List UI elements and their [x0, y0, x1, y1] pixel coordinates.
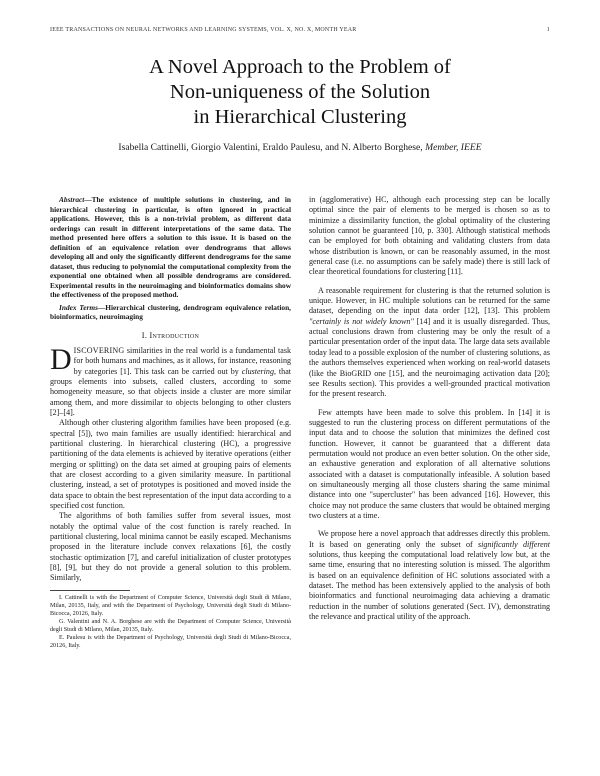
section-title-text: Introduction	[149, 330, 200, 340]
right-paragraph-3: Few attempts have been made to solve this problem. In [14] it is suggested to run the clustering process on different permutations of the input data and to choose the solution that minimizes the defined cost function. However, it cannot be guaranteed that a different data permutation would not produce an even better solution. On the other side, an exhaustive generation and exploration of all alternative solutions associated with a dataset is computationally infeasible. A solution based on simultaneously merging all those clusters sharing the same minimal distance into one "supercluster" has been advanced [16]. However, this choice may not produce the same clusters that would be obtained merging two clusters at a time.	[309, 407, 550, 520]
author-list	[50, 142, 550, 153]
intro-paragraph-3: The algorithms of both families suffer from several issues, most notably the optimal value of the cost function is rarely reached. In partitional clustering, local minima cannot be easily escaped. Mechanisms proposed in the literature include convex relaxations [6], the costly stochastic optimization [7], and careful initialization of cluster prototypes [8], [9], but they do not provide a general solution to this problem. Similarly,	[50, 511, 291, 583]
author-names: Isabella Cattinelli, Giorgio Valentini, Eraldo Paulesu, and N. Alberto Borghese,	[118, 142, 426, 153]
section-number: I.	[141, 330, 150, 340]
right-paragraph-2	[309, 286, 550, 400]
abstract-label: Abstract	[59, 195, 85, 204]
small-caps-word: ISCOVERING	[73, 345, 125, 355]
abstract	[50, 195, 291, 300]
author-membership: Member, IEEE	[425, 142, 482, 153]
right-p2-quote: "certainly is not widely known"	[309, 316, 414, 326]
footnote-3: E. Paulesu is with the Department of Psychology, Università degli Studi di Milano-Bicocca, 20126, Italy.	[50, 635, 291, 650]
index-terms-label: Index Terms	[59, 302, 98, 312]
right-p2-end: [14] and it is usually disregarded. Thus, actual conclusions drawn from clustering may be only the result of a particular presentation order of the input data. The large data sets available today lead to a possible explosion of the number of clustering solutions, as the authors themselves experienced when working on real-world datasets (like the BioGRID one [15], and the neuroimaging activation data [20]; see Results section). This provides a well-grounded practical motivation for the present research.	[309, 316, 550, 399]
right-p2-start: A reasonable requirement for clustering is that the returned solution is unique. However, in HC multiple solutions can be returned for the same dataset, depending on the input data order [12], [13]. This problem	[309, 285, 550, 316]
intro-p1-end: , that groups elements into subsets, called clusters, according to some homogeneity measure, so that objects inside a cluster are more similar among them, and more dissimilar to objects belonging to other clusters [2]–[4].	[50, 366, 291, 417]
right-p4-emphasis: significantly different	[477, 539, 550, 549]
running-header	[50, 27, 550, 33]
footnotes	[50, 594, 291, 651]
intro-paragraph-1	[50, 342, 291, 418]
section-heading-introduction	[50, 331, 291, 341]
left-column	[50, 195, 291, 650]
title-line-2: Non-uniqueness of the Solution	[169, 81, 431, 103]
title-line-3: in Hierarchical Clustering	[193, 106, 407, 128]
right-paragraph-4	[309, 529, 550, 622]
title-line-1: A Novel Approach to the Problem of	[149, 56, 451, 78]
right-column	[309, 195, 550, 622]
intro-p1-text: similarities in the real world is a fundamental task for both humans and machines, as it allows, for instance, reasoning by categories [1]. This task can be carried out by	[73, 345, 291, 376]
footnote-2: G. Valentini and N. A. Borghese are with the Department of Computer Science, Università degli Studi di Milano, Milan, 20135, Italy.	[50, 619, 291, 634]
paper-title	[50, 55, 550, 130]
footnote-1: I. Cattinelli is with the Department of Computer Science, Università degli Studi di Milano, Milan, 20135, Italy, and with the Department of Psychology, Università degli Studi di Milano-Bicocca, 20126, Italy.	[50, 594, 291, 617]
index-terms	[50, 303, 291, 322]
drop-cap: D	[50, 342, 72, 376]
abstract-text: —The existence of multiple solutions in clustering, and in hierarchical clustering in particular, is often ignored in practical applications. However, this is a non-trivial problem, as different data orderings can result in different interpretations of the same data. The method presented here offers a solution to this issue. It is based on the definition of an equivalence relation over dendrograms that allows developing all and only the significantly different dendrograms for the same dataset, thus reducing to polynomial the computational complexity from the exponential one obtained when all possible dendrograms are considered. Experimental results in the neuroimaging and bioinformatics domains show the effectiveness of the proposed method.	[50, 195, 291, 299]
intro-paragraph-2: Although other clustering algorithm families have been proposed (e.g. spectral [5]), two main families are usually identified: hierarchical and partitional clustering. In hierarchical clustering (HC), a progressive partitioning of the data elements is achieved by iterative operations (either merging or splitting) on the data set aimed at grouping pairs of elements that are closest according to a given similarity measure. In partitional clustering, instead, a set of prototypes is positioned and moved inside the data space to obtain the best representation of the input data according to a specified cost function.	[50, 418, 291, 510]
right-paragraph-1: in (agglomerative) HC, although each processing step can be locally optimal since the pair of elements to be merged is chosen so as to minimize a dissimilarity function, the global optimality of the clustering solution cannot be guaranteed [10, p. 330]. Although statistical methods can be employed for both obtaining and validating clusters from data whose distribution is known, or can be reasonably assumed, in the most general case (i.e. no assumptions can be safely made) there is still lack of clear theoretical foundations for clustering [11].	[309, 195, 550, 277]
right-p4-end: solutions, thus keeping the computational load relatively low but, at the same time, ensuring that no interesting solution is missed. The algorithm is based on an equivalence definition of HC solutions associated with a dataset. The method has been extensively applied to the analysis of both bioinformatics and functional neuroimaging data achieving a dramatic reduction in the number of solutions generated (Sect. IV), demonstrating the relevance and practical utility of the approach.	[309, 550, 550, 622]
intro-p1-emphasis: clustering	[241, 366, 274, 376]
index-terms-text: —Hierarchical clustering, dendrogram equivalence relation, bioinformatics, neuroimaging	[50, 302, 291, 321]
right-p4-start: We propose here a novel approach that addresses directly this problem. It is based on generating only the subset of	[309, 529, 550, 549]
page-number: 1	[546, 27, 550, 33]
journal-header: IEEE TRANSACTIONS ON NEURAL NETWORKS AND LEARNING SYSTEMS, VOL. X, NO. X, MONTH YEAR	[50, 27, 357, 33]
